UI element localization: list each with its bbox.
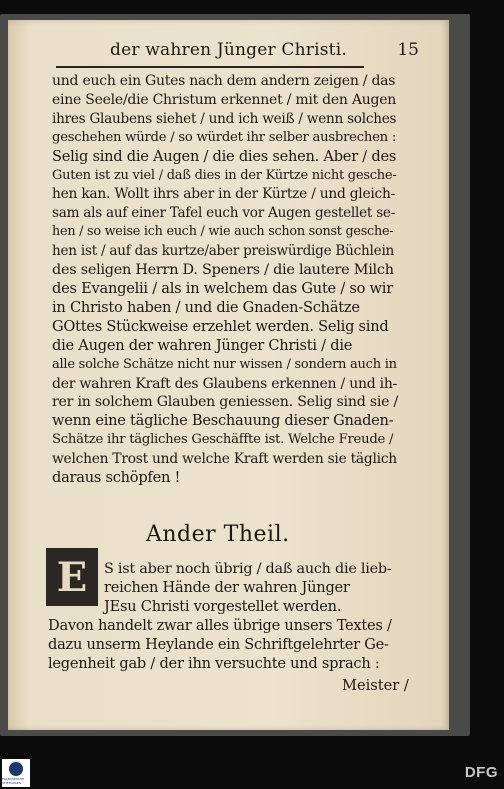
text-line: wenn eine tägliche Beschauung dieser Gnaden- xyxy=(52,412,394,430)
text-line: legenheit gab / der ihn versuchte und sprach : xyxy=(48,654,380,672)
text-line: geschehen würde / so würdet ihr selber ausbrechen : xyxy=(52,129,397,145)
text-line: rer in solchem Glauben geniessen. Selig sind sie / xyxy=(52,394,399,411)
viewer-footer xyxy=(0,752,504,789)
text-line: die Augen der wahren Jünger Christi / die xyxy=(52,336,353,354)
text-line: der wahren Kraft des Glaubens erkennen / und ih- xyxy=(52,375,398,392)
text-line: GOttes Stückweise erzehlet werden. Selig sind xyxy=(52,317,389,335)
text-line: Guten ist zu viel / daß dies in der Kürtze nicht gesche- xyxy=(52,167,397,183)
text-line: hen / so weise ich euch / wie auch schon sonst gesche- xyxy=(52,224,394,240)
running-title: der wahren Jünger Christi. xyxy=(110,40,347,60)
text-line: welchen Trost und welche Kraft werden sie täglich xyxy=(52,451,397,468)
institution-logo[interactable] xyxy=(2,759,30,787)
text-line: hen ist / auf das kurtze/aber preiswürdige Büchlein xyxy=(52,243,395,260)
initial-letter: E xyxy=(56,553,88,601)
text-line: daraus schöpfen ! xyxy=(52,469,181,487)
logo-emblem-icon xyxy=(9,762,23,776)
text-line: Davon handelt zwar alles übrige unsers Textes / xyxy=(48,617,392,634)
text-line: ihres Glaubens siehet / und ich weiß / wenn solches xyxy=(52,110,397,127)
text-line: dazu unserm Heylande ein Schriftgelehrter Ge- xyxy=(48,635,389,653)
running-header xyxy=(44,36,419,62)
catchword: Meister / xyxy=(342,677,409,694)
section-heading: Ander Theil. xyxy=(146,522,290,547)
text-line: eine Seele/die Christum erkennet / mit den Augen xyxy=(52,91,397,108)
text-line: S ist aber noch übrig / daß auch die lieb- xyxy=(104,561,392,577)
section-text-indented xyxy=(104,560,394,617)
text-line: des Evangelii / als in welchem das Gute / so wir xyxy=(52,279,393,297)
dfg-logo[interactable]: DFG xyxy=(464,764,498,781)
text-line: und euch ein Gutes nach dem andern zeigen / das xyxy=(52,73,396,89)
text-line: des seligen Herrn D. Speners / die lautere Milch xyxy=(52,262,394,279)
text-line: hen kan. Wollt ihrs aber in der Kürtze / und gleich- xyxy=(52,186,396,203)
logo-caption: FRANCKESCHE STIFTUNGEN xyxy=(2,776,25,785)
text-line: Selig sind die Augen / die dies sehen. Aber / des xyxy=(52,147,397,165)
text-line: sam als auf einer Tafel euch vor Augen gestellet se- xyxy=(52,205,396,222)
section-text xyxy=(48,617,394,674)
decorated-initial xyxy=(46,548,98,606)
text-line: JEsu Christi vorgestellet werden. xyxy=(104,597,342,615)
text-line: in Christo haben / und die Gnaden-Schätze xyxy=(52,298,360,316)
text-line: Schätze ihr tägliches Geschäffte ist. Welche Freude / xyxy=(52,432,394,448)
text-line: reichen Hände der wahren Jünger xyxy=(104,578,350,596)
body-text xyxy=(52,72,398,488)
header-rule xyxy=(56,66,364,68)
text-line: alle solche Schätze nicht nur wissen / sondern auch in xyxy=(52,356,397,372)
page-number: 15 xyxy=(397,40,419,60)
